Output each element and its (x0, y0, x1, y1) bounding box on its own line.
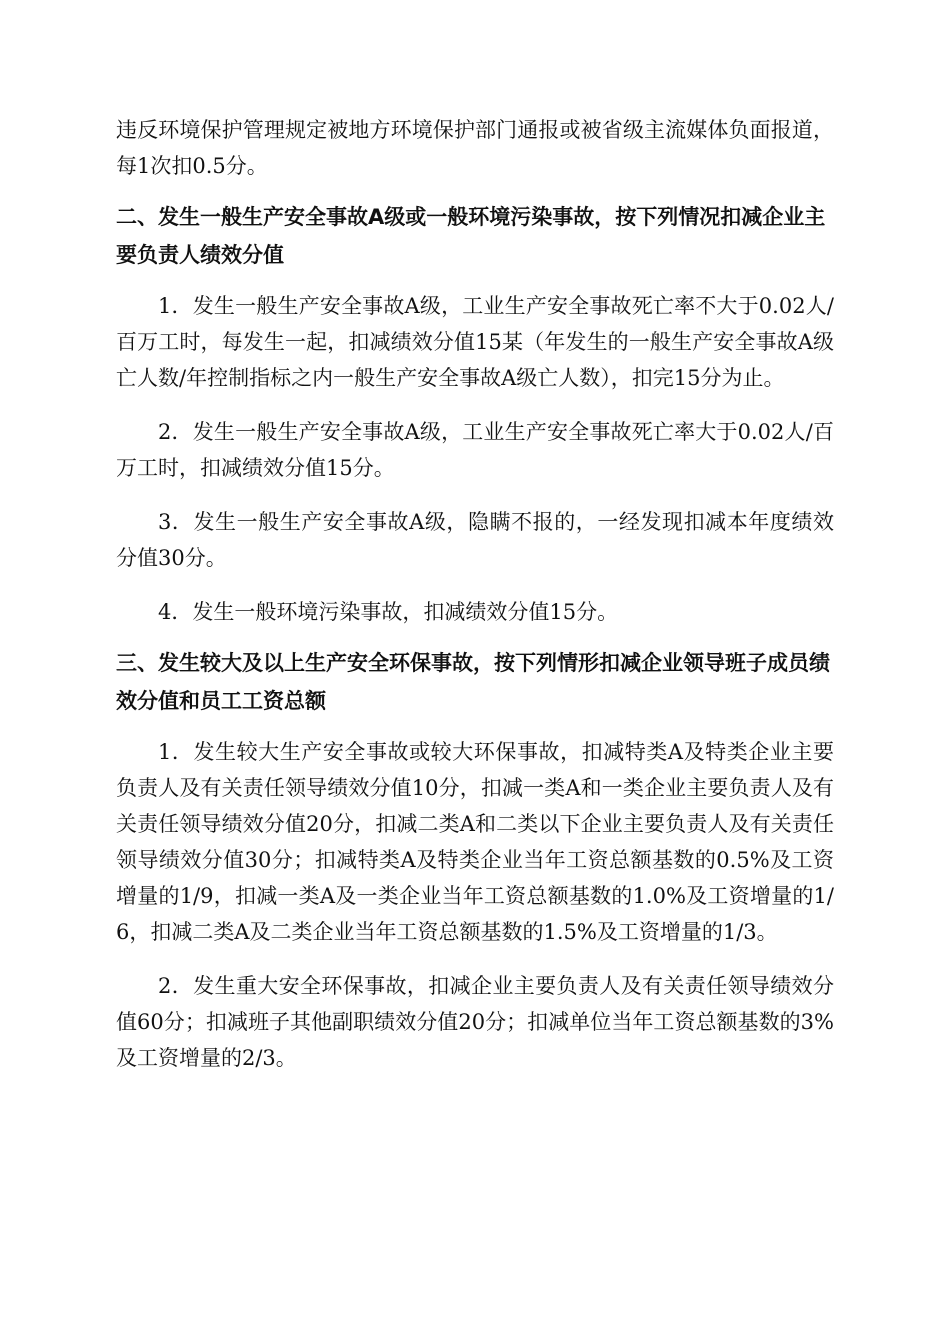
section-3-heading: 三、发生较大及以上生产安全环保事故，按下列情形扣减企业领导班子成员绩效分值和员工工资总额 (116, 651, 830, 713)
document-body (116, 112, 834, 1076)
section-2-item-1: 1．发生一般生产安全事故A级，工业生产安全事故死亡率不大于0.02人/百万工时，每发生一起，扣减绩效分值15某（年发生的一般生产安全事故A级亡人数/年控制指标之内一般生产安全事故A级亡人数），扣完15分为止。 (116, 294, 834, 390)
section-2-item-2: 2．发生一般生产安全事故A级，工业生产安全事故死亡率大于0.02人/百万工时，扣减绩效分值15分。 (116, 420, 834, 480)
intro-paragraph: 违反环境保护管理规定被地方环境保护部门通报或被省级主流媒体负面报道，每1次扣0.5分。 (116, 118, 834, 178)
section-2-item-3: 3．发生一般生产安全事故A级，隐瞒不报的，一经发现扣减本年度绩效分值30分。 (116, 510, 834, 570)
section-2-heading: 二、发生一般生产安全事故A级或一般环境污染事故，按下列情况扣减企业主要负责人绩效分值 (116, 205, 826, 267)
section-2-item-4: 4．发生一般环境污染事故，扣减绩效分值15分。 (158, 600, 619, 624)
section-3-item-1: 1．发生较大生产安全事故或较大环保事故，扣减特类A及特类企业主要负责人及有关责任领导绩效分值10分，扣减一类A和一类企业主要负责人及有关责任领导绩效分值20分，扣减二类A和二类以下企业主要负责人及有关责任领导绩效分值30分；扣减特类A及特类企业当年工资总额基数的0.5%及工资增量的1/9，扣减一类A及一类企业当年工资总额基数的1.0%及工资增量的1/6，扣减二类A及二类企业当年工资总额基数的1.5%及工资增量的1/3。 (116, 740, 834, 944)
section-3-item-2: 2．发生重大安全环保事故，扣减企业主要负责人及有关责任领导绩效分值60分；扣减班子其他副职绩效分值20分；扣减单位当年工资总额基数的3%及工资增量的2/3。 (116, 974, 834, 1070)
